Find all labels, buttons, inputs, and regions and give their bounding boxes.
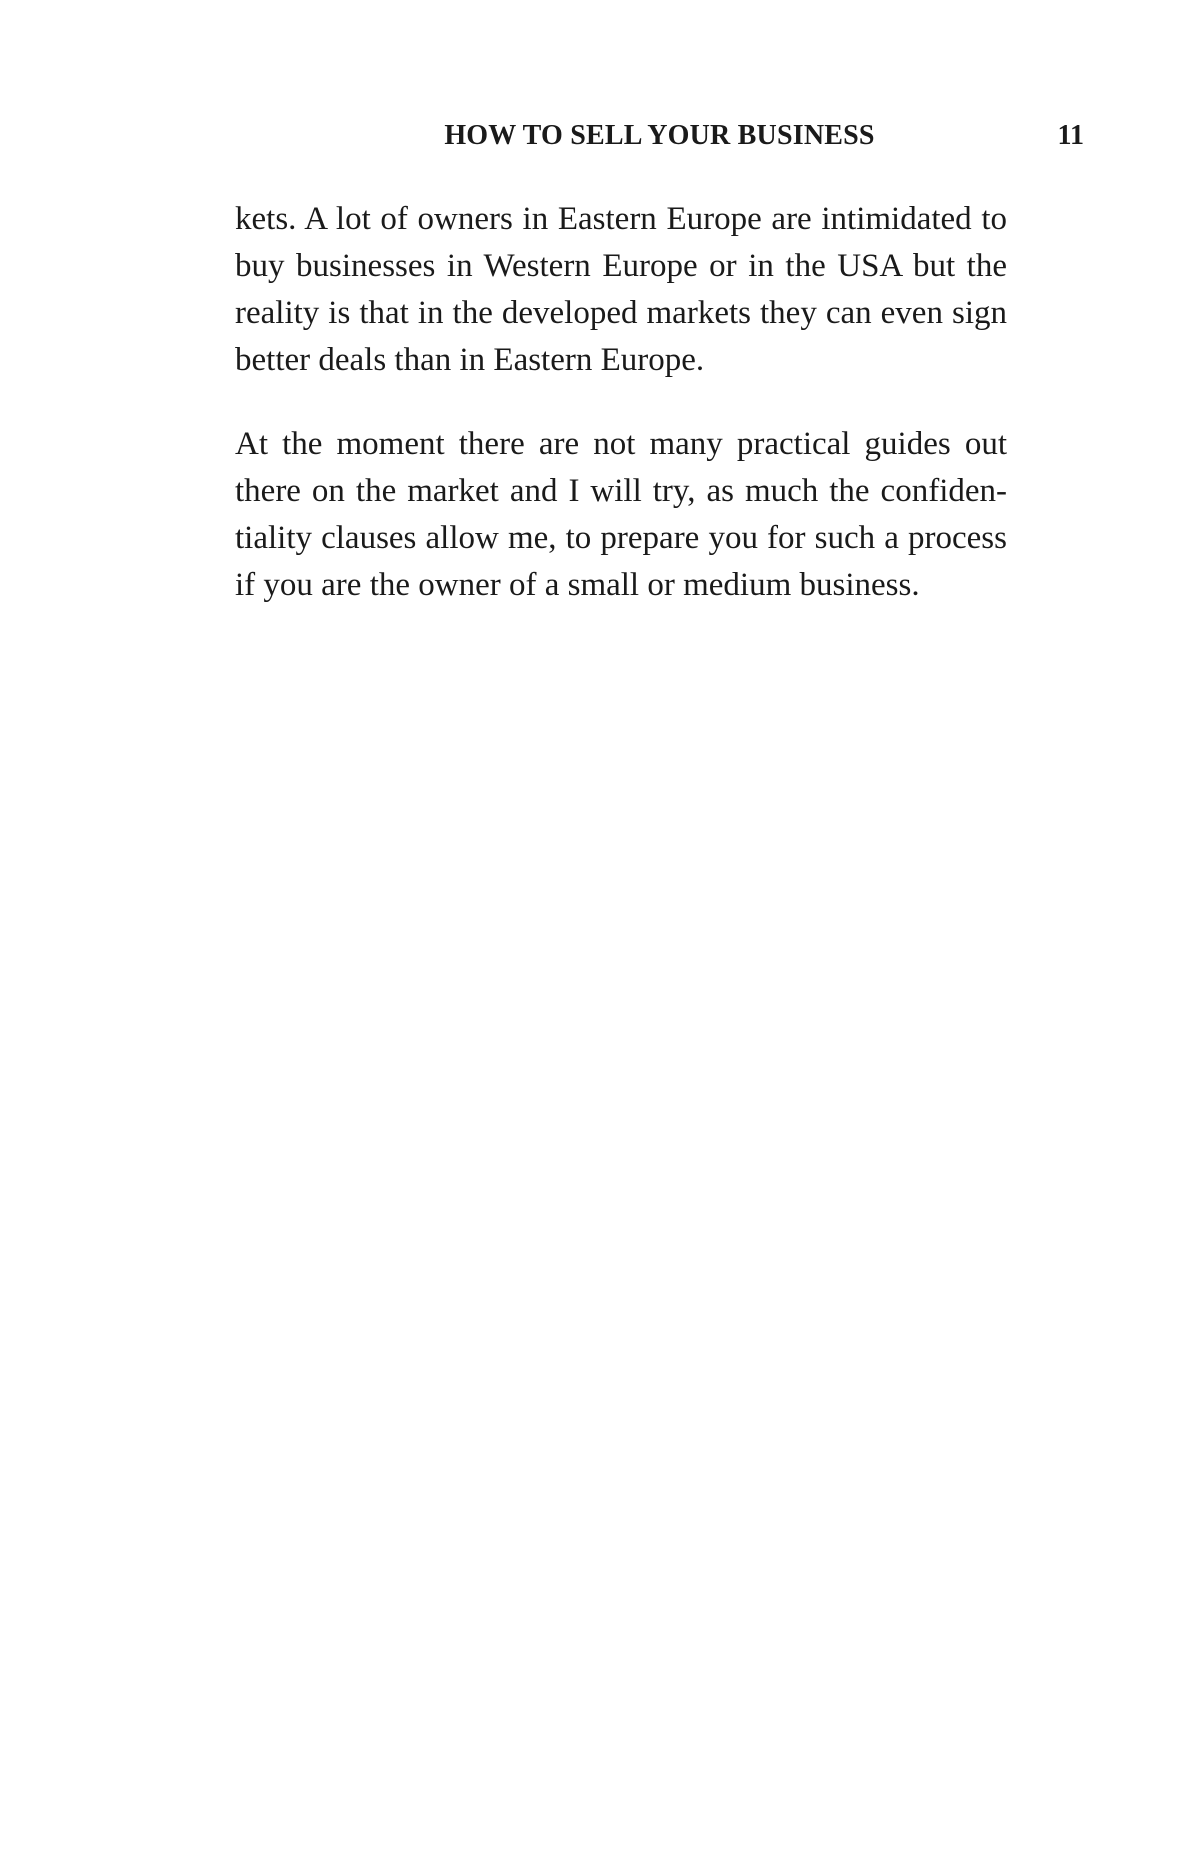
text-line: reality is that in the developed markets they can even sign [235,295,1007,331]
text-line: At the moment there are not many practical guides out [235,426,1007,462]
paragraph [235,421,1007,609]
running-title: HOW TO SELL YOUR BUSINESS [444,120,875,151]
text-line: kets. A lot of owners in Eastern Europe are intimidated to [235,201,1007,237]
text-line: buy businesses in Western Europe or in the USA but the [235,248,1007,284]
text-line: there on the market and I will try, as much the confiden- [235,473,1007,509]
paragraph [235,196,1007,384]
page-number: 11 [1057,120,1084,151]
text-line: if you are the owner of a small or medium business. [235,567,920,603]
text-line: tiality clauses allow me, to prepare you for such a process [235,520,1007,556]
running-header [235,116,1084,156]
body-text [235,196,1007,609]
text-line: better deals than in Eastern Europe. [235,342,705,378]
